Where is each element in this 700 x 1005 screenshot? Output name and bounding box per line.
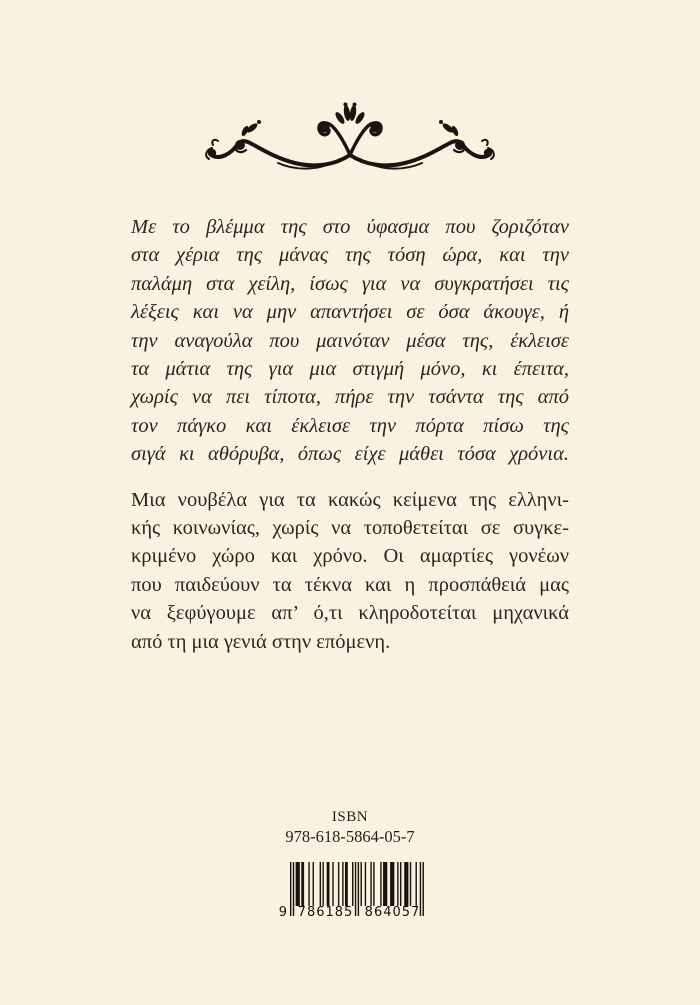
ean13-barcode: [276, 862, 424, 922]
isbn-number: 978-618-5864-05-7: [285, 827, 415, 846]
text-line: τον πάγκο και έκλεισε την πόρτα πίσω της: [131, 414, 569, 437]
text-line: στα χέρια της μάνας της τόση ώρα, και την: [131, 244, 569, 267]
isbn-block: [0, 808, 700, 922]
text-line: Μια νουβέλα για τα κακώς κείμενα της ελληνι-: [131, 488, 569, 511]
text-line: λέξεις και να μην απαντήσει σε όσα άκουγε, ή: [131, 301, 569, 324]
text-line: την αναγούλα που μαινόταν μέσα της, έκλεισε: [131, 329, 569, 352]
barcode-digits-left: 786185: [297, 905, 354, 920]
text-line: χωρίς να πει τίποτα, πήρε την τσάντα της από: [131, 386, 569, 409]
blurb-paragraph-synopsis: [131, 486, 569, 656]
text-line: που παιδεύουν τα τέκνα και η προσπάθειά μας: [131, 573, 569, 596]
barcode-digit-first: 9: [278, 905, 287, 920]
text-line: Με το βλέμμα της στο ύφασμα που ζοριζόταν: [131, 216, 569, 238]
flourish-center-leaves: [334, 103, 366, 126]
text-line: κής κοινωνίας, χωρίς να τοποθετείται σε συγκε-: [131, 517, 569, 540]
text-line: από τη μια γενιά στην επόμενη.: [131, 630, 391, 653]
text-line: σιγά κι αθόρυβα, όπως είχε μάθει τόσα χρόνια.: [131, 443, 569, 466]
flourish-ornament-icon: [200, 101, 500, 181]
text-line: τα μάτια της για μια στιγμή μόνο, κι έπειτα,: [131, 358, 569, 381]
text-line: παλάμη στα χείλη, ίσως για να συγκρατήσει τις: [131, 272, 569, 295]
isbn-label: ISBN: [331, 809, 369, 825]
blurb-paragraph-excerpt: [131, 213, 569, 469]
text-line: να ξεφύγουμε απ’ ό,τι κληροδοτείται μηχανικά: [131, 602, 569, 625]
blurb-text-block: [131, 213, 569, 656]
barcode-digits-right: 864057: [364, 905, 421, 920]
text-line: κριμένο χώρο και χρόνο. Οι αμαρτίες γονέων: [131, 545, 569, 568]
